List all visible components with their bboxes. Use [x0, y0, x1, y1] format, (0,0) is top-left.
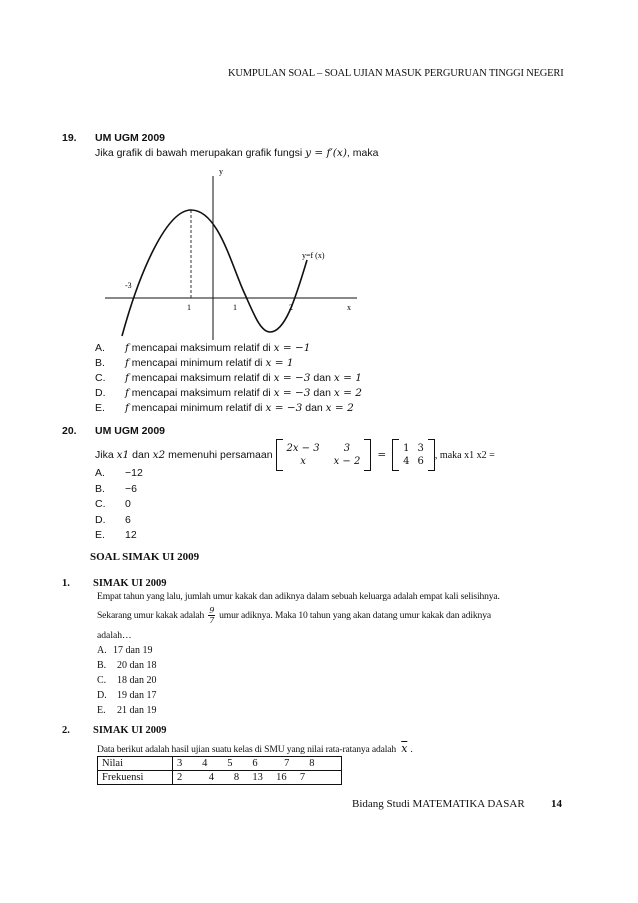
q20-equals: = [377, 449, 387, 461]
s2-xbar: $\overline{x}$ [401, 742, 408, 755]
q20-option-d[interactable]: D. 6 [95, 513, 131, 526]
q20-options [95, 466, 143, 544]
s1-option-b[interactable]: B. 20 dan 18 [97, 660, 157, 671]
table-row [98, 771, 342, 785]
tick-neg3: -3 [125, 281, 132, 290]
s1-option-d[interactable]: D. 19 dan 17 [97, 690, 157, 701]
q19-prompt-a: Jika grafik di bawah merupakan grafik fungsi [95, 147, 303, 159]
q20-option-e[interactable]: E. 12 [95, 529, 137, 541]
s1-line2 [97, 606, 491, 625]
table-cell-head: Nilai [98, 757, 173, 771]
running-header: KUMPULAN SOAL – SOAL UJIAN MASUK PERGURUAN TINGGI NEGERI [228, 68, 564, 79]
table-cell-values: 3 4 5 6 7 8 [173, 757, 342, 771]
q20-prompt-a: Jika [95, 449, 114, 461]
q19-option-d[interactable]: D. f mencapai maksimum relatif di x = −3 dan x = 2 [95, 387, 362, 399]
s2-title: SIMAK UI 2009 [93, 725, 167, 736]
q19-prompt [95, 147, 378, 159]
q20-matrix-left: 2x − 3 3 x x − 2 [276, 439, 372, 471]
q20-matrix-right: 1 3 4 6 [392, 439, 435, 471]
s1-title: SIMAK UI 2009 [93, 578, 167, 589]
q20-prompt-b: memenuhi persamaan [165, 449, 273, 461]
q19-graph [95, 160, 365, 345]
s1-line2b: umur adiknya. Maka 10 tahun yang akan datang umur kakak dan adiknya [219, 610, 491, 621]
s1-fraction: $\frac{9}{7}$ [209, 606, 215, 625]
s1-option-a[interactable]: A. 17 dan 19 [97, 645, 153, 656]
q20-prompt [95, 439, 495, 471]
q20-option-c[interactable]: C. 0 [95, 498, 131, 510]
q19-option-e[interactable]: E. f mencapai minimum relatif di x = −3 dan x = 2 [95, 402, 354, 414]
table-cell-values: 2 4 8 13 16 7 [173, 771, 342, 785]
s1-line2a: Sekarang umur kakak adalah [97, 610, 205, 621]
y-axis-label: y [219, 167, 223, 176]
table-cell-head: Frekuensi [98, 771, 173, 785]
s1-options [97, 643, 156, 718]
footer-subject: Bidang Studi MATEMATIKA DASAR [352, 798, 525, 810]
q20-option-b[interactable]: B. −6 [95, 482, 137, 495]
s1-option-c[interactable]: C. 18 dan 20 [97, 675, 157, 686]
curve-label: y=f (x) [302, 251, 325, 260]
q20-and: dan [129, 449, 153, 461]
s1-option-e[interactable]: E. 21 dan 19 [97, 705, 157, 716]
s2-data-table [97, 756, 342, 785]
table-row [98, 757, 342, 771]
tick-1-right: 1 [233, 303, 237, 312]
s1-line1: Empat tahun yang lalu, jumlah umur kakak dan adiknya dalam sebuah keluarga adalah empat kali selisihnya. [97, 591, 500, 602]
q19-option-c[interactable]: C. f mencapai maksimum relatif di x = −3 dan x = 1 [95, 372, 362, 384]
q20-title: UM UGM 2009 [95, 425, 166, 437]
tick-1-left: 1 [187, 303, 191, 312]
page-number: 14 [551, 798, 562, 810]
q19-title: UM UGM 2009 [95, 132, 166, 144]
s2-line1 [97, 742, 413, 755]
s2-line1-end: . [410, 744, 413, 755]
q20-x1: x1 [116, 449, 130, 461]
section-title: SOAL SIMAK UI 2009 [90, 551, 200, 563]
q19-option-b[interactable]: B. f mencapai minimum relatif di x = 1 [95, 357, 294, 369]
tick-2: 2 [289, 303, 293, 312]
derivative-curve [122, 210, 307, 336]
q20-number: 20. [62, 425, 77, 437]
x-axis-label: x [347, 303, 351, 312]
q20-prompt-c: , maka x1 x2 = [434, 449, 495, 461]
s2-number: 2. [62, 725, 70, 736]
s2-line1-text: Data berikut adalah hasil ujian suatu kelas di SMU yang nilai rata-ratanya adalah [97, 744, 397, 755]
s1-number: 1. [62, 578, 70, 589]
q19-prompt-b: , maka [346, 147, 379, 159]
q20-x2: x2 [152, 449, 166, 461]
q19-prompt-math: y = f′(x) [305, 147, 347, 159]
q19-number: 19. [62, 132, 77, 144]
s1-line3: adalah… [97, 630, 132, 641]
q19-options [95, 341, 362, 416]
q20-option-a[interactable]: A. −12 [95, 467, 143, 479]
q19-option-a[interactable]: A. f mencapai maksimum relatif di x = −1 [95, 342, 311, 354]
